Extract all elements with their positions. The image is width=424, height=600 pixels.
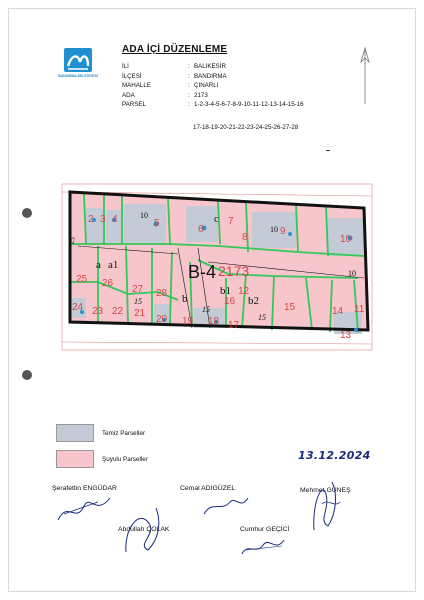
legend-swatch-shared	[56, 450, 94, 468]
signatory-name: Mehmet GÜNEŞ	[300, 487, 351, 494]
parcel-label: 15	[284, 302, 296, 313]
info-value: 2173	[194, 91, 208, 99]
signatory-name: Cumhur GEÇİCİ	[240, 526, 290, 533]
info-row	[122, 91, 304, 101]
signature-icon	[118, 500, 168, 556]
binder-hole	[22, 208, 32, 218]
parcel-label: 9	[280, 226, 286, 237]
legend-label-shared: Şuyulu Parseller	[102, 456, 148, 463]
document-date: 13.12.2024	[298, 449, 371, 462]
legend-label-clean: Temiz Parseller	[102, 430, 146, 437]
letter-label: b1	[220, 285, 231, 297]
info-row	[122, 72, 304, 82]
parcel-label: 25	[76, 274, 88, 285]
info-separator: :	[188, 101, 190, 109]
parcel-label: 27	[132, 284, 144, 295]
letter-label: b2	[248, 295, 259, 307]
signature-icon	[238, 536, 288, 560]
info-label: MAHALLE	[122, 82, 151, 90]
map-corner-tick	[326, 150, 330, 151]
info-separator: :	[188, 72, 190, 80]
parcel-label: 14	[332, 306, 344, 317]
road-label: 10	[140, 211, 148, 220]
parcel-label: 7	[228, 216, 234, 227]
parcel-label: 20	[156, 314, 168, 325]
parcel-label: 4	[112, 214, 118, 225]
binder-hole	[22, 370, 32, 380]
parcel-label: 18	[208, 316, 220, 327]
parcel-label: 22	[112, 306, 124, 317]
block-label: B-4	[188, 262, 217, 282]
legend-swatch-clean	[56, 424, 94, 442]
parcel-label: 28	[156, 288, 168, 299]
letter-label: a	[96, 259, 101, 271]
municipality-logo-icon	[58, 46, 98, 88]
block-plan-map	[58, 182, 384, 354]
parcel-label: 16	[224, 296, 236, 307]
parcel-label: 2	[88, 214, 94, 225]
info-separator: :	[188, 63, 190, 70]
info-value: BANDIRMA	[194, 72, 227, 80]
parcel-list-continued: 17-18-19-20-21-22-23-24-25-26-27-28	[193, 124, 299, 131]
road-label: 10	[270, 225, 278, 234]
parcel-label: 23	[92, 306, 104, 317]
info-value: ÇINARLI	[194, 82, 219, 90]
parcel-label: 10	[340, 234, 352, 245]
parcel-label: 26	[102, 278, 114, 289]
signature-icon	[54, 490, 114, 526]
signatory-name: Cemal ADIGÜZEL	[180, 485, 236, 492]
info-row	[122, 100, 304, 110]
logo-text: BANDIRMA BELEDİYESİ	[58, 74, 98, 78]
road-label: 15	[134, 297, 142, 306]
info-row	[122, 62, 304, 72]
parcel-label: 24	[72, 302, 84, 313]
parcel-label: 6	[198, 224, 204, 235]
parcel-label: 5	[154, 218, 160, 229]
info-label: PARSEL	[122, 101, 146, 109]
parcel-label: 3	[100, 214, 106, 225]
page-title: ADA İÇİ DÜZENLEME	[122, 44, 228, 55]
info-value: BALIKESİR	[194, 63, 226, 70]
parcel-label: 12	[238, 286, 250, 297]
signatory-name: Şerafettin ENGÜDAR	[52, 485, 117, 492]
road-label: 10	[348, 269, 356, 278]
info-value: 1-2-3-4-5-6-7-8-9-10-11-12-13-14-15-16	[194, 101, 304, 109]
info-row	[122, 81, 304, 91]
parcel-label: 13	[340, 330, 352, 341]
parcel-label: 21	[134, 308, 146, 319]
parcel-label: 19	[182, 316, 194, 327]
signatory-name: Abdullah ÇOLAK	[118, 526, 170, 533]
info-label: İLÇESİ	[122, 72, 142, 80]
north-arrow-icon	[355, 46, 375, 106]
info-label: ADA	[122, 91, 135, 99]
parcel-label: 8	[242, 232, 248, 243]
parcel-info-table	[122, 62, 304, 110]
info-label: İLİ	[122, 63, 129, 70]
parcel-label: 17	[228, 320, 240, 331]
letter-label: a1	[108, 259, 119, 271]
road-label: 15	[258, 313, 266, 322]
signature-icon	[200, 492, 250, 518]
info-separator: :	[188, 82, 190, 90]
letter-label: b	[182, 293, 188, 305]
signature-icon	[308, 474, 344, 534]
info-separator: :	[188, 91, 190, 99]
road-label: 15	[202, 305, 210, 314]
block-number: 2173	[218, 263, 250, 279]
road-label: 25	[67, 236, 77, 245]
letter-label: c	[214, 213, 219, 225]
parcel-label: 11	[354, 304, 365, 315]
